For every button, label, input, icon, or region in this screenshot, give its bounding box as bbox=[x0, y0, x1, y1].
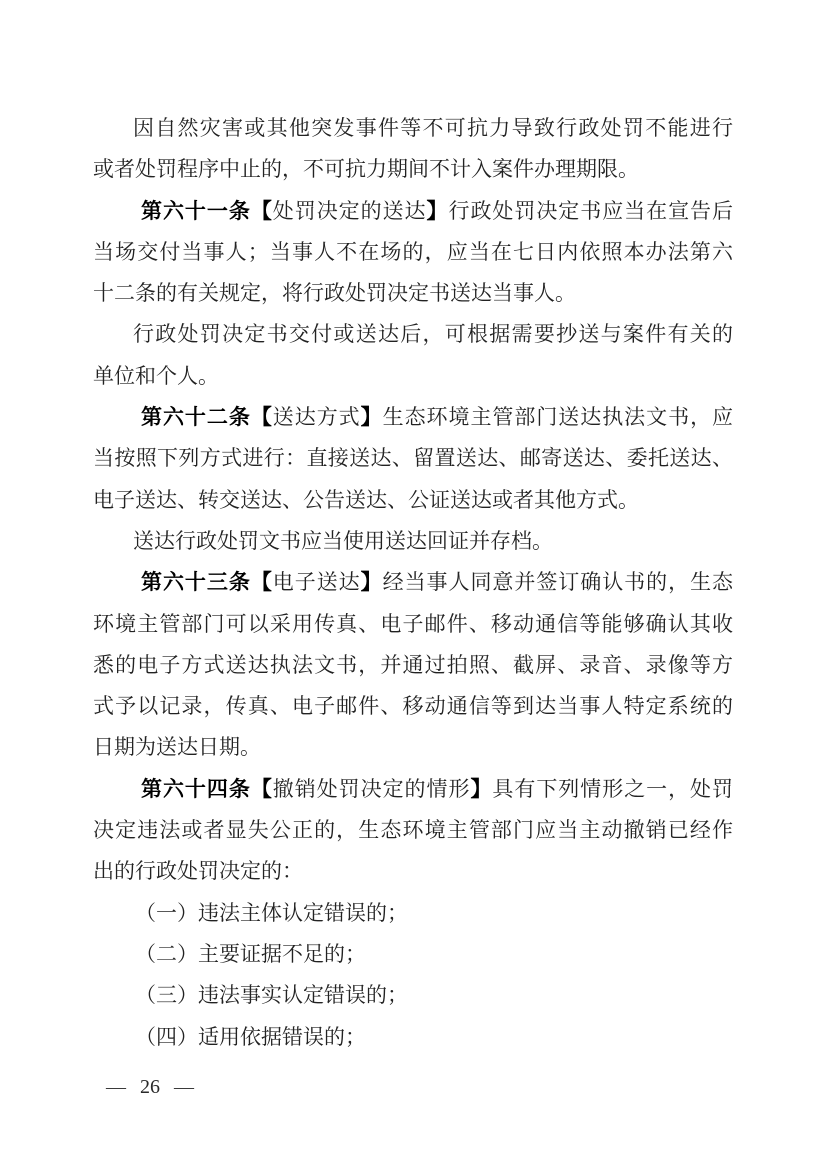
article-heading-segment: 【 bbox=[250, 198, 273, 223]
text-segment: 日期为送达日期。 bbox=[93, 735, 261, 760]
article-heading-segment: 第六十三条 bbox=[141, 570, 251, 595]
text-line bbox=[93, 645, 733, 686]
article-heading-segment: 第六十一条 bbox=[141, 198, 251, 223]
article-heading-segment: 第六十四条 bbox=[141, 776, 251, 801]
page-number: 26 bbox=[140, 1076, 160, 1098]
text-line bbox=[93, 314, 733, 355]
text-segment: 经当事人同意并签订确认书的，生态 bbox=[382, 570, 733, 595]
article-heading-segment: 】 bbox=[360, 570, 383, 595]
text-line bbox=[93, 769, 733, 810]
text-line bbox=[93, 604, 733, 645]
text-segment: 出的行政处罚决定的： bbox=[93, 859, 303, 884]
article-heading-segment: 】 bbox=[426, 198, 449, 223]
text-line bbox=[93, 232, 733, 273]
article-heading-segment: 【 bbox=[250, 776, 273, 801]
text-segment: 电子送达 bbox=[272, 570, 361, 595]
text-line bbox=[93, 562, 733, 603]
text-segment: 撤销处罚决定的情形 bbox=[272, 776, 471, 801]
page-footer bbox=[106, 1074, 194, 1100]
text-segment: 行政处罚决定书应当在宣告后 bbox=[448, 198, 733, 223]
article-heading-segment: 【 bbox=[250, 405, 273, 430]
text-block bbox=[93, 108, 733, 1058]
article-heading-segment: 】 bbox=[470, 776, 493, 801]
text-segment: 电子送达、转交送达、公告送达、公证送达或者其他方式。 bbox=[93, 487, 639, 512]
text-line bbox=[93, 397, 733, 438]
text-segment: （一）违法主体认定错误的； bbox=[135, 900, 408, 925]
text-segment: 十二条的有关规定，将行政处罚决定书送达当事人。 bbox=[93, 281, 576, 306]
text-line bbox=[93, 851, 733, 892]
text-segment: 因自然灾害或其他突发事件等不可抗力导致行政处罚不能进行 bbox=[133, 116, 733, 140]
text-segment: 式予以记录，传真、电子邮件、移动通信等到达当事人特定系统的 bbox=[93, 694, 733, 719]
text-segment: 处罚决定的送达 bbox=[272, 198, 427, 223]
text-line bbox=[93, 975, 733, 1016]
text-line bbox=[93, 273, 733, 314]
text-line bbox=[93, 108, 733, 149]
text-line bbox=[93, 1017, 733, 1058]
text-segment: 悉的电子方式送达执法文书，并通过拍照、截屏、录音、录像等方 bbox=[93, 652, 733, 677]
text-line bbox=[93, 521, 733, 562]
footer-dash-right: — bbox=[174, 1076, 194, 1098]
text-segment: 送达行政处罚文书应当使用送达回证并存档。 bbox=[133, 528, 553, 553]
text-segment: （二）主要证据不足的； bbox=[135, 941, 366, 966]
article-heading-segment: 第六十二条 bbox=[141, 405, 251, 430]
text-line bbox=[93, 686, 733, 727]
text-line bbox=[93, 934, 733, 975]
text-segment: 环境主管部门可以采用传真、电子邮件、移动通信等能够确认其收 bbox=[93, 611, 733, 636]
text-line bbox=[93, 438, 733, 479]
text-line bbox=[93, 356, 733, 397]
text-segment: （三）违法事实认定错误的； bbox=[135, 983, 408, 1008]
footer-dash-left: — bbox=[106, 1076, 126, 1098]
text-line bbox=[93, 191, 733, 232]
text-segment: 当场交付当事人；当事人不在场的，应当在七日内依照本办法第六 bbox=[93, 239, 733, 264]
text-segment: 决定违法或者显失公正的，生态环境主管部门应当主动撤销已经作 bbox=[93, 818, 733, 843]
text-segment: （四）适用依据错误的； bbox=[135, 1024, 366, 1049]
text-segment: 单位和个人。 bbox=[93, 363, 219, 388]
text-segment: 具有下列情形之一，处罚 bbox=[492, 776, 733, 801]
text-line bbox=[93, 893, 733, 934]
article-heading-segment: 【 bbox=[250, 570, 273, 595]
text-segment: 送达方式 bbox=[272, 405, 361, 430]
text-line bbox=[93, 810, 733, 851]
article-heading-segment: 】 bbox=[360, 405, 383, 430]
text-line bbox=[93, 480, 733, 521]
text-segment: 行政处罚决定书交付或送达后，可根据需要抄送与案件有关的 bbox=[133, 322, 733, 347]
text-line bbox=[93, 149, 733, 190]
text-segment: 生态环境主管部门送达执法文书，应 bbox=[382, 405, 733, 430]
text-segment: 或者处罚程序中止的，不可抗力期间不计入案件办理期限。 bbox=[93, 157, 639, 182]
text-segment: 当按照下列方式进行：直接送达、留置送达、邮寄送达、委托送达、 bbox=[93, 446, 733, 471]
text-line bbox=[93, 727, 733, 768]
